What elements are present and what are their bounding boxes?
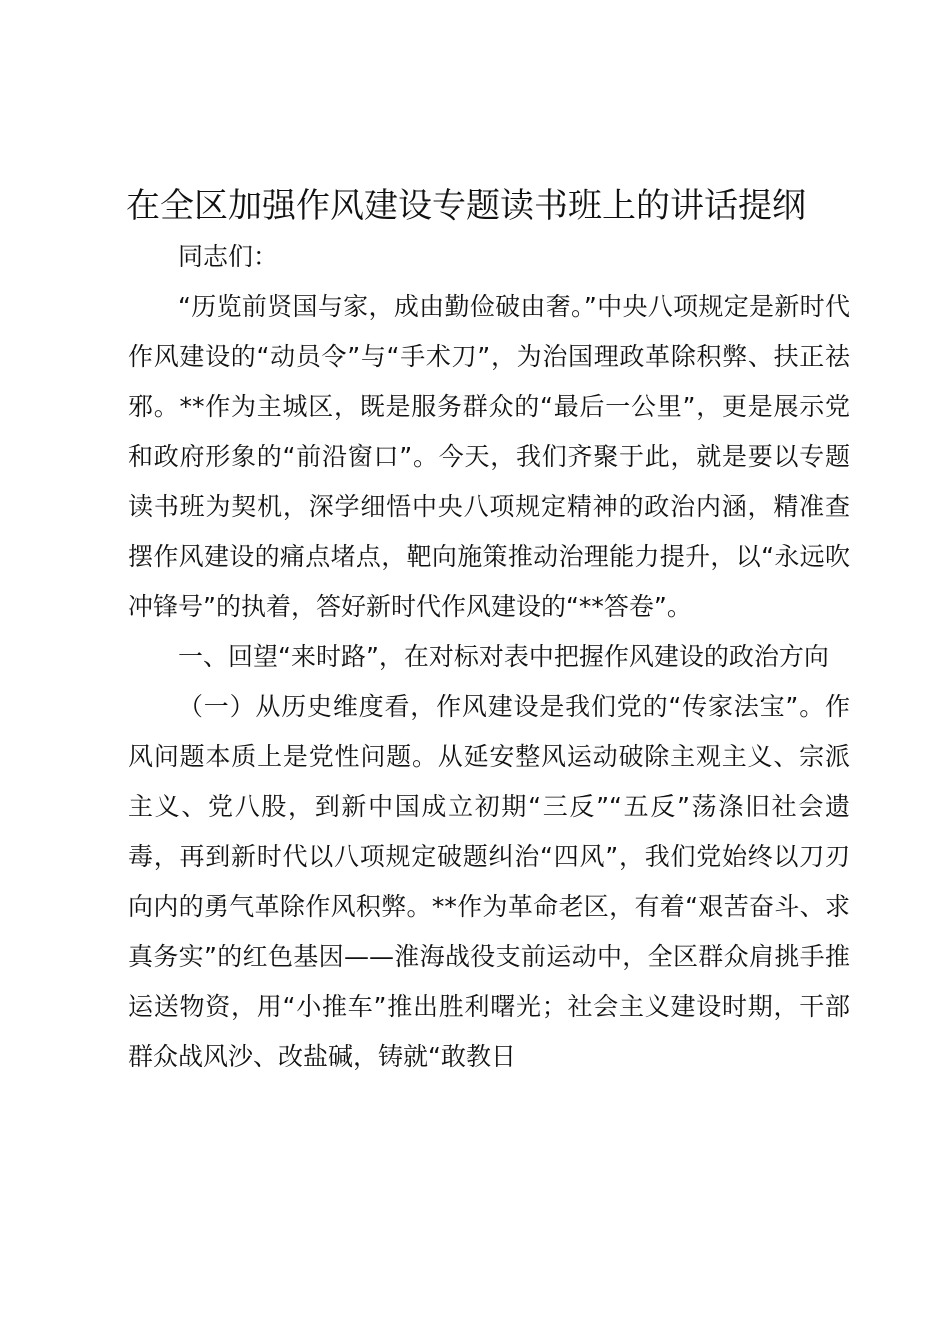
section-heading-1: 一、回望“来时路”，在对标对表中把握作风建设的政治方向 <box>178 642 829 671</box>
greeting: 同志们： <box>178 242 279 271</box>
paragraph-history: （一）从历史维度看，作风建设是我们党的“传家法宝”。作风问题本质上是党性问题。从延安整风运动破除主观主义、宗派主义、党八股，到新中国成立初期“三反”“五反”荡涤旧社会遗毒，再到新时代以八项规定破题纠治“四风”，我们党始终以刀刃向内的勇气革除作风积弊。**作为革命老区，有着“艰苦奋斗、求真务实”的红色基因——淮海战役支前运动中，全区群众肩挑手推运送物资，用“小推车”推出胜利曙光；社会主义建设时期，干部群众战风沙、改盐碱，铸就“敢教日 <box>128 692 850 1071</box>
document-title: 在全区加强作风建设专题读书班上的讲话提纲 <box>126 186 806 226</box>
paragraph-intro: “历览前贤国与家，成由勤俭破由奢。”中央八项规定是新时代作风建设的“动员令”与“手术刀”，为治国理政革除积弊、扶正祛邪。**作为主城区，既是服务群众的“最后一公里”，更是展示党和政府形象的“前沿窗口”。今天，我们齐聚于此，就是要以专题读书班为契机，深学细悟中央八项规定精神的政治内涵，精准查摆作风建设的痛点堵点，靶向施策推动治理能力提升，以“永远吹冲锋号”的执着，答好新时代作风建设的“**答卷”。 <box>128 292 850 621</box>
document-body <box>128 232 850 1082</box>
